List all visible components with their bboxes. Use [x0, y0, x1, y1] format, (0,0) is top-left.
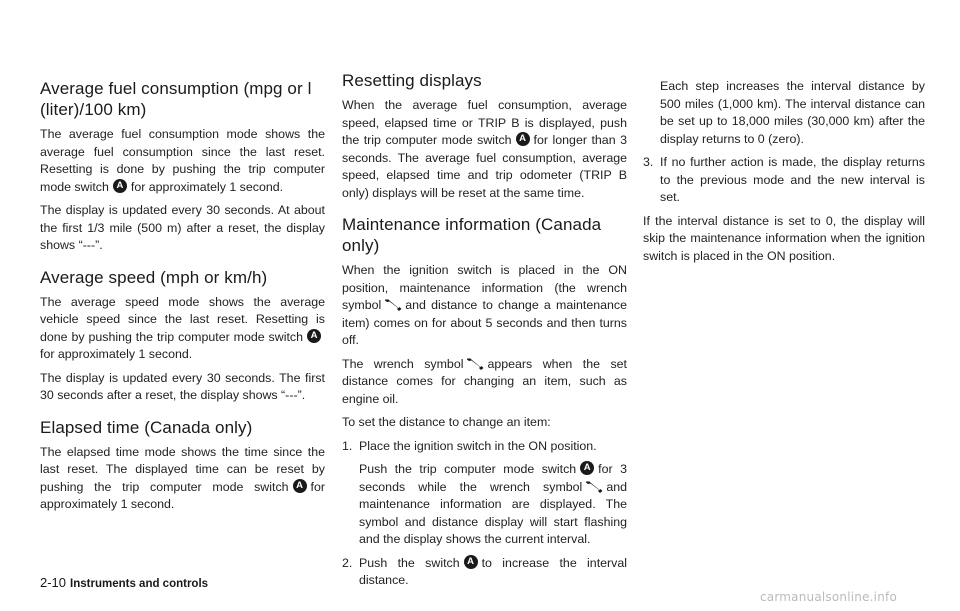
text: for approximately 1 second.: [40, 479, 325, 511]
paragraph: [342, 262, 627, 350]
switch-a-badge-icon: A: [113, 179, 127, 193]
section-maintenance-info: [342, 214, 627, 590]
step-number: 2.: [342, 555, 353, 570]
paragraph: [342, 97, 627, 202]
text: When the ignition switch is placed in the ON position, maintenance information (the wrench symbol: [342, 263, 627, 312]
text: to increase the interval distance.: [359, 555, 628, 587]
text: The wrench symbol: [342, 356, 464, 371]
column-left: [40, 70, 325, 526]
text: for approximately 1 second.: [130, 179, 284, 194]
paragraph: [40, 444, 325, 514]
step-2-continued: Each step increases the interval distance by 500 miles (1,000 km). The interval distance can be set up to 18,000 miles (30,000 km) after the display returns to 0 (zero).: [660, 79, 925, 146]
paragraph: To set the distance to change an item:: [342, 415, 551, 429]
heading-average-speed: Average speed (mph or km/h): [40, 267, 268, 287]
column-right: [643, 70, 925, 271]
text: Push the trip computer mode switch: [359, 462, 577, 476]
section-resetting-displays: [342, 70, 627, 202]
watermark: carmanualsonline.info: [760, 590, 897, 604]
text: appears when the set distance comes for changing an item, such as engine oil.: [342, 356, 627, 406]
paragraph: The display is updated every 30 seconds. At about the first 1/3 mile (500 m) after a reset, the display shows “---”.: [40, 203, 325, 252]
heading-average-fuel: Average fuel consumption (mpg or l (liter)/100 km): [40, 79, 312, 119]
step-text: [359, 555, 627, 590]
list-item: [342, 438, 627, 549]
text: and distance to change a maintenance item) comes on for about 5 seconds and then turns off.: [342, 298, 627, 347]
switch-a-badge-icon: A: [580, 461, 594, 475]
text: When the average fuel consumption, average speed, elapsed time or TRIP B is displayed, push the trip computer mode switch: [342, 98, 627, 147]
text: for approximately 1 second.: [40, 347, 193, 361]
paragraph: The display is updated every 30 seconds. The first 30 seconds after a reset, the display shows “---”.: [40, 370, 325, 402]
steps-list: [342, 438, 627, 590]
section-average-speed: [40, 267, 325, 405]
switch-a-badge-icon: A: [293, 479, 307, 493]
switch-a-badge-icon: A: [307, 329, 321, 343]
text: for longer than 3 seconds. The average fuel consumption, average speed, elapsed time and trip odometer (TRIP B only) displays will be reset at the same time.: [342, 133, 627, 200]
section-average-fuel: [40, 78, 325, 255]
step-text: If no further action is made, the display returns to the previous mode and the new interval is set.: [660, 155, 925, 204]
text: The elapsed time mode shows the time since the last reset. The displayed time can be reset by pushing the trip computer mode switch: [40, 444, 325, 494]
heading-maintenance-info: Maintenance information (Canada only): [342, 215, 602, 255]
paragraph: [40, 294, 325, 364]
chapter-title: Instruments and controls: [70, 578, 209, 590]
list-item: [342, 555, 627, 590]
switch-a-badge-icon: A: [516, 132, 530, 146]
step-number: 3.: [643, 155, 654, 169]
page-number: 2-10: [40, 575, 67, 590]
step-text: [359, 461, 627, 549]
text: The average speed mode shows the average vehicle speed since the last reset. Resetting is done by pushing the trip computer mode switch: [40, 294, 325, 344]
heading-elapsed-time: Elapsed time (Canada only): [40, 417, 253, 437]
text: Push the switch: [359, 555, 460, 570]
paragraph: [40, 126, 325, 196]
text: and maintenance information are displayed. The symbol and distance display will start flashing and the display shows the current interval.: [359, 479, 627, 546]
steps-list-continued: [643, 154, 925, 207]
step-text: Place the ignition switch in the ON position.: [359, 438, 597, 453]
step-number: 1.: [342, 438, 353, 453]
text: The average fuel consumption mode shows the average fuel consumption since the last reset. Resetting is done by pushing the trip computer mode switch: [40, 127, 325, 194]
paragraph: [342, 356, 627, 409]
wrench-icon: [584, 479, 604, 493]
heading-resetting-displays: Resetting displays: [342, 71, 482, 90]
switch-a-badge-icon: A: [464, 555, 478, 569]
wrench-icon: [465, 356, 485, 370]
text: for 3 seconds while the wrench symbol: [359, 462, 628, 494]
paragraph: If the interval distance is set to 0, the display will skip the maintenance information when the ignition switch is placed in the ON position.: [643, 213, 925, 263]
list-item: [643, 154, 925, 207]
column-middle: [342, 70, 627, 602]
wrench-icon: [383, 297, 403, 311]
section-elapsed-time: [40, 417, 325, 514]
page-footer: [40, 575, 208, 590]
